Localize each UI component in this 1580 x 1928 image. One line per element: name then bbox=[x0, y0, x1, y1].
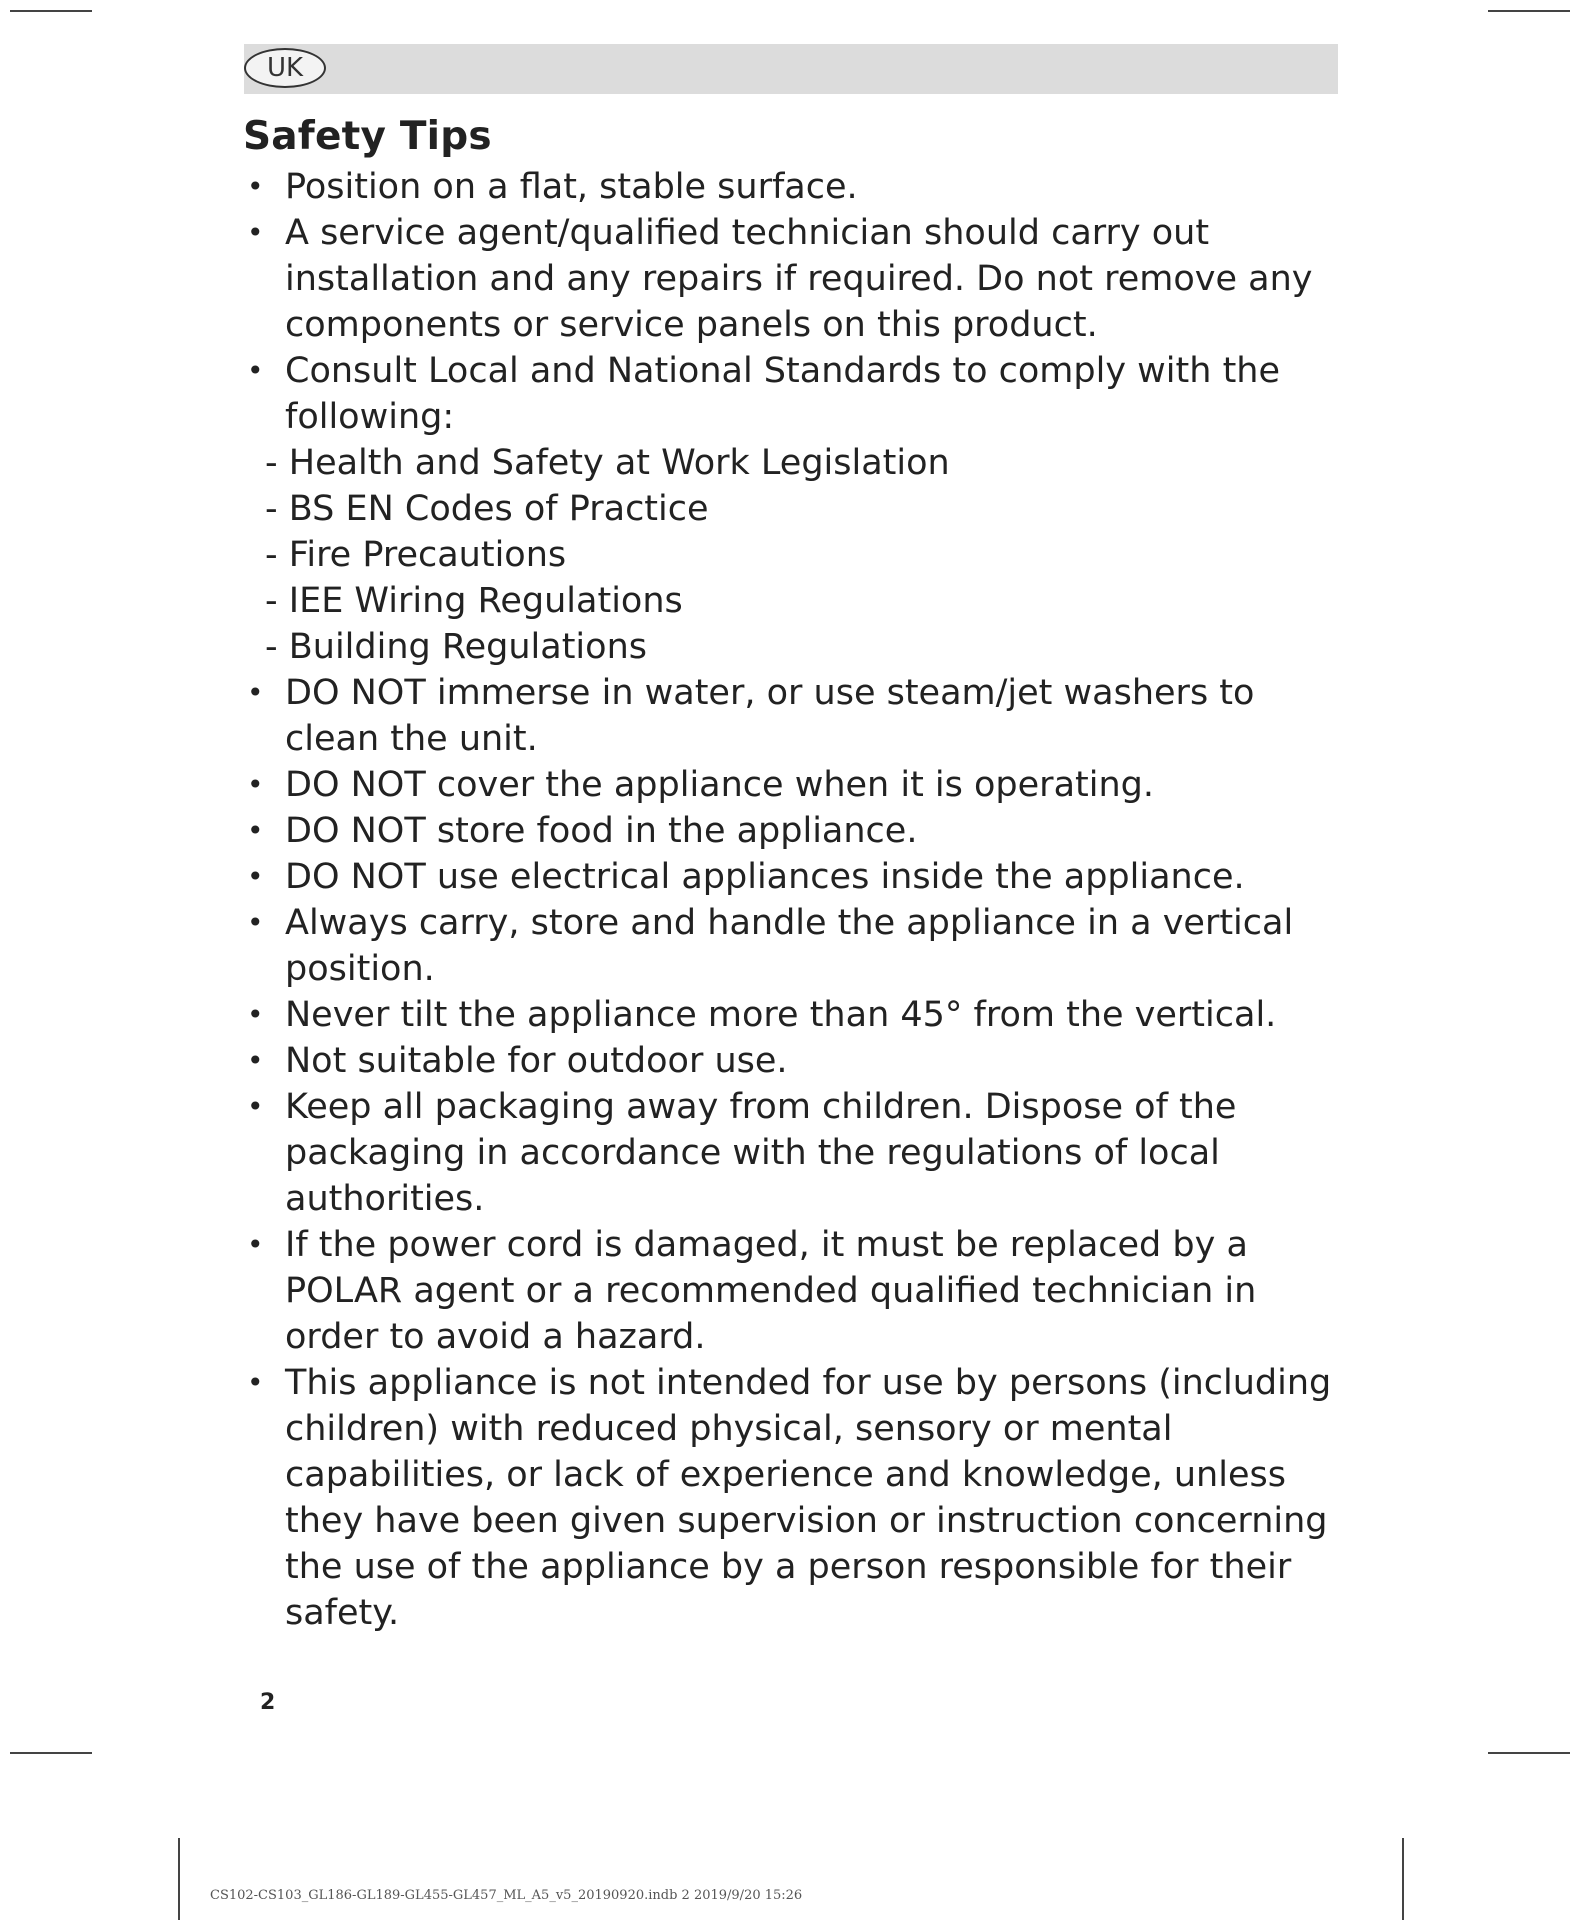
list-item bbox=[243, 1038, 1353, 1084]
language-badge: UK bbox=[244, 48, 326, 88]
bullet-icon: • bbox=[247, 676, 264, 709]
list-item bbox=[243, 348, 1353, 670]
page-title: Safety Tips bbox=[243, 114, 492, 159]
tip-text: DO NOT cover the appliance when it is operating. bbox=[285, 765, 1154, 805]
list-item bbox=[243, 1084, 1353, 1222]
bullet-icon: • bbox=[247, 1090, 264, 1123]
language-header-bar bbox=[244, 44, 1338, 94]
print-metadata: CS102-CS103_GL186-GL189-GL455-GL457_ML_A5_v5_20190920.indb 2 2019/9/20 15:26 bbox=[210, 1888, 803, 1903]
list-item bbox=[243, 762, 1353, 808]
bullet-icon: • bbox=[247, 1044, 264, 1077]
bullet-icon: • bbox=[247, 354, 264, 387]
sub-list-item: - Building Regulations bbox=[265, 627, 647, 667]
bullet-icon: • bbox=[247, 768, 264, 801]
tip-text: DO NOT immerse in water, or use steam/jet washers to clean the unit. bbox=[285, 673, 1255, 759]
sub-list-item: - Health and Safety at Work Legislation bbox=[265, 443, 950, 483]
tip-text: Never tilt the appliance more than 45° from the vertical. bbox=[285, 995, 1277, 1035]
safety-tips-list bbox=[243, 164, 1353, 1636]
tip-text: Always carry, store and handle the appliance in a vertical position. bbox=[285, 903, 1294, 989]
sub-list bbox=[265, 440, 1353, 670]
tip-text: DO NOT use electrical appliances inside the appliance. bbox=[285, 857, 1245, 897]
list-item bbox=[243, 210, 1353, 348]
bullet-icon: • bbox=[247, 906, 264, 939]
tip-text: Consult Local and National Standards to comply with the following: bbox=[285, 351, 1281, 437]
bullet-icon: • bbox=[247, 998, 264, 1031]
list-item bbox=[243, 1360, 1353, 1636]
tip-text: A service agent/qualified technician should carry out installation and any repairs if required. Do not remove any components or service panels on this product. bbox=[285, 213, 1313, 345]
bullet-icon: • bbox=[247, 814, 264, 847]
list-item bbox=[243, 164, 1353, 210]
list-item bbox=[243, 670, 1353, 762]
tip-text: If the power cord is damaged, it must be replaced by a POLAR agent or a recommended qualified technician in order to avoid a hazard. bbox=[285, 1225, 1257, 1357]
list-item bbox=[243, 808, 1353, 854]
list-item bbox=[243, 854, 1353, 900]
list-item bbox=[243, 992, 1353, 1038]
bullet-icon: • bbox=[247, 1228, 264, 1261]
bullet-icon: • bbox=[247, 170, 264, 203]
sub-list-item: - BS EN Codes of Practice bbox=[265, 489, 709, 529]
list-item bbox=[243, 900, 1353, 992]
bullet-icon: • bbox=[247, 216, 264, 249]
bullet-icon: • bbox=[247, 860, 264, 893]
tip-text: Not suitable for outdoor use. bbox=[285, 1041, 788, 1081]
tip-text: Keep all packaging away from children. Dispose of the packaging in accordance with the regulations of local authorities. bbox=[285, 1087, 1237, 1219]
crop-mark-top-right bbox=[1488, 10, 1570, 12]
list-item bbox=[243, 1222, 1353, 1360]
tip-text: This appliance is not intended for use by persons (including children) with reduced physical, sensory or mental capabilities, or lack of experience and knowledge, unless they have been given supervision or instruction concerning the use of the appliance by a person responsible for their safety. bbox=[285, 1363, 1332, 1633]
crop-mark-bottom-left bbox=[10, 1752, 92, 1754]
tip-text: DO NOT store food in the appliance. bbox=[285, 811, 918, 851]
sub-list-item: - Fire Precautions bbox=[265, 535, 567, 575]
crop-mark-left-vertical bbox=[178, 1838, 180, 1920]
crop-mark-bottom-right bbox=[1488, 1752, 1570, 1754]
page-number: 2 bbox=[260, 1690, 276, 1715]
sub-list-item: - IEE Wiring Regulations bbox=[265, 581, 683, 621]
crop-mark-top-left bbox=[10, 10, 92, 12]
bullet-icon: • bbox=[247, 1366, 264, 1399]
crop-mark-right-vertical bbox=[1402, 1838, 1404, 1920]
tip-text: Position on a flat, stable surface. bbox=[285, 167, 858, 207]
